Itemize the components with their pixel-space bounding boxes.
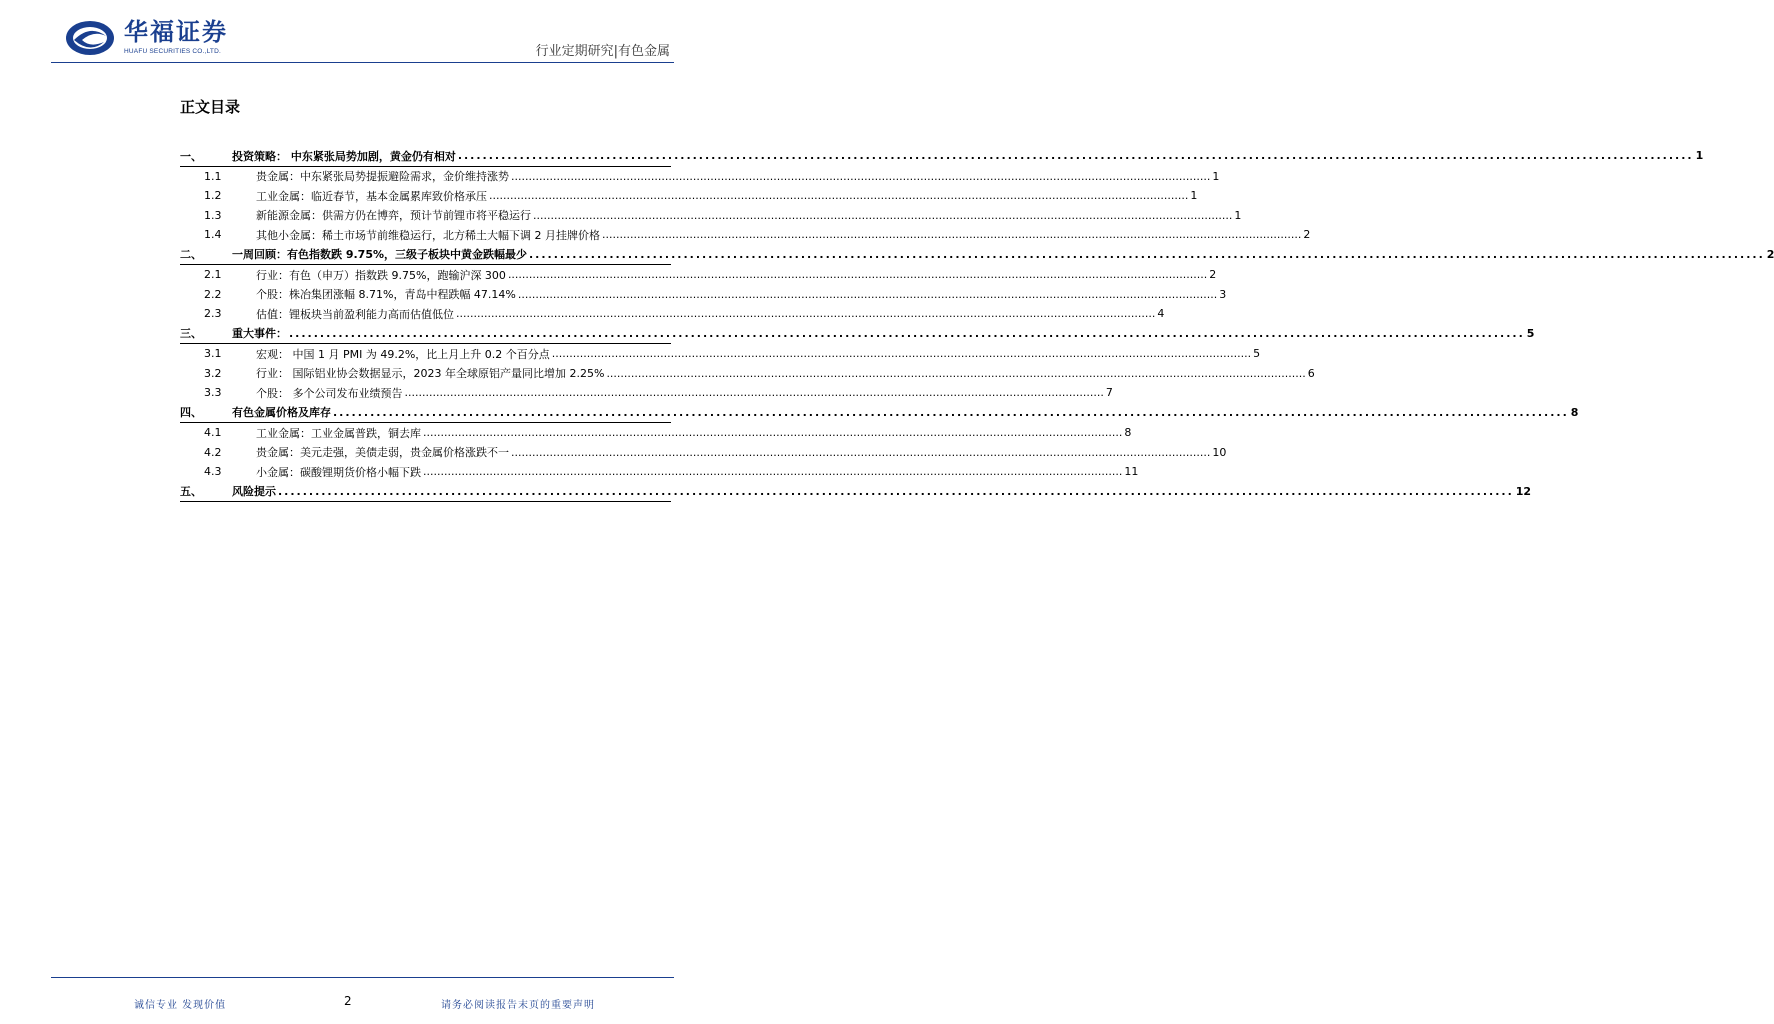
logo-english-name: HUAFU SECURITIES CO.,LTD. [124,48,221,55]
toc-entry-text: 个股： 多个公司发布业绩预告 [256,386,403,400]
toc-entry-text: 贵金属：美元走强，美债走弱，贵金属价格涨跌不一 [256,446,509,460]
toc-entry-number: 4.3 [204,465,222,479]
toc-entry-text: 投资策略： 中东紧张局势加剧，黄金仍有相对 [232,149,456,163]
toc-entry-number: 2.2 [204,287,222,301]
toc-leader-dots: ........................................................................................................................................................................................................ [333,405,1569,419]
toc-leader-dots: ........................................................................................................................................................................................................ [606,366,1306,380]
toc-entry-text: 重大事件： [232,327,287,341]
toc-entry-number: 3.3 [204,386,222,400]
toc-entry-number: 二、 [180,248,202,262]
toc-entry-number: 1.1 [204,169,222,183]
toc-entry-number: 2.3 [204,307,222,321]
toc-leader-dots: ........................................................................................................................................................................................................ [457,149,1694,163]
footer-disclaimer: 请务必阅读报告末页的重要声明 [441,1000,595,1011]
toc-subsection-entry[interactable] [180,265,1217,285]
toc-section-entry[interactable] [180,324,1535,345]
toc-leader-dots: ........................................................................................................................................................................................................ [423,426,1123,440]
logo-chinese-name: 华福证券 [124,18,228,46]
toc-leader-dots: ........................................................................................................................................................................................................ [511,169,1211,183]
toc-subsection-entry[interactable] [180,167,1220,187]
toc-entry-text: 新能源金属：供需方仍在博弈，预计节前锂市将平稳运行 [256,209,531,223]
toc-entry-number: 1.4 [204,228,222,242]
toc-entry-number: 4.2 [204,445,222,459]
footer-slogan: 诚信专业 发现价值 [134,1000,227,1011]
toc-entry-text: 行业： 国际铝业协会数据显示，2023 年全球原铝产量同比增加 2.25% [256,367,605,381]
toc-leader-dots: ........................................................................................................................................................................................................ [551,347,1252,361]
toc-entry-number: 一、 [180,149,202,163]
toc-entry-number: 1.3 [204,208,222,222]
huafu-logo [64,18,248,58]
toc-leader-dots: ........................................................................................................................................................................................................ [517,287,1218,301]
toc-entry-number: 三、 [180,327,202,341]
page-header [0,0,724,62]
toc-entry-text: 行业：有色（申万）指数跌 9.75%，跑输沪深 300 [256,268,506,282]
toc-subsection-entry[interactable] [180,304,1165,324]
toc-leader-dots: ........................................................................................................................................................................................................ [533,208,1233,222]
toc-entry-text: 个股：株冶集团涨幅 8.71%，青岛中程跌幅 47.14% [256,288,516,302]
toc-entry-text: 估值：锂板块当前盈利能力高而估值低位 [256,307,454,321]
toc-entry-number: 3.1 [204,347,222,361]
toc-entry-page: 5 [1526,326,1535,340]
toc-section-entry[interactable] [180,245,1774,266]
toc-entry-text: 工业金属：临近春节，基本金属累库致价格承压 [256,189,487,203]
toc-entry-page: 1 [1695,149,1704,163]
toc-leader-dots: ........................................................................................................................................................................................................ [456,307,1156,321]
toc-entry-text: 贵金属：中东紧张局势提振避险需求，金价维持涨势 [256,170,509,184]
toc-entry-text: 有色金属价格及库存 [232,406,331,420]
page-number: 2 [344,994,352,1008]
huafu-logo-icon [64,18,116,58]
toc-subsection-entry[interactable] [180,383,1113,403]
toc-entry-text: 其他小金属：稀土市场节前维稳运行，北方稀土大幅下调 2 月挂牌价格 [256,228,600,242]
toc-entry-number: 2.1 [204,268,222,282]
toc-leader-dots: ........................................................................................................................................................................................................ [423,465,1123,479]
toc-entry-text: 一周回顾：有色指数跌 9.75%，三级子板块中黄金跌幅最少 [232,248,527,262]
toc-subsection-entry[interactable] [180,344,1261,364]
toc-entry-page: 6 [1307,366,1315,380]
toc-title: 正文目录 [180,98,241,116]
toc-entry-page: 12 [1515,484,1532,498]
toc-entry-page: 11 [1124,465,1139,479]
toc-entry-number: 四、 [180,406,202,420]
toc-entry-page: 8 [1124,426,1132,440]
toc-entry-page: 2 [1766,247,1774,261]
toc-entry-page: 1 [1190,189,1198,203]
toc-entry-page: 3 [1219,287,1227,301]
toc-leader-dots: ........................................................................................................................................................................................................ [278,484,1514,498]
toc-entry-page: 2 [1303,228,1311,242]
toc-entry-page: 1 [1212,169,1220,183]
toc-leader-dots: ........................................................................................................................................................................................................ [507,268,1208,282]
toc-leader-dots: ........................................................................................................................................................................................................ [289,326,1525,340]
toc-subsection-entry[interactable] [180,443,1227,463]
toc-entry-page: 7 [1105,386,1113,400]
toc-entry-page: 5 [1253,347,1261,361]
toc-entry-text: 工业金属：工业金属普跌，铜去库 [256,426,421,440]
toc-subsection-entry[interactable] [180,462,1139,482]
toc-entry-text: 小金属：碳酸锂期货价格小幅下跌 [256,465,421,479]
toc-subsection-entry[interactable] [180,186,1198,206]
toc-entry-number: 五、 [180,485,202,499]
toc-section-entry[interactable] [180,482,1532,503]
toc-entry-number: 3.2 [204,366,222,380]
toc-entry-page: 1 [1234,208,1242,222]
toc-leader-dots: ........................................................................................................................................................................................................ [489,189,1189,203]
toc-subsection-entry[interactable] [180,225,1311,245]
report-category: 行业定期研究|有色金属 [535,44,670,59]
toc-leader-dots: ........................................................................................................................................................................................................ [511,445,1211,459]
footer-divider [51,977,674,978]
toc-entry-text: 宏观： 中国 1 月 PMI 为 49.2%，比上月上升 0.2 个百分点 [256,347,550,361]
toc-section-entry[interactable] [180,146,1704,167]
toc-subsection-entry[interactable] [180,364,1315,384]
toc-entry-page: 8 [1570,405,1579,419]
header-divider [51,62,674,63]
toc-entry-page: 2 [1209,268,1217,282]
table-of-contents [180,146,1774,502]
toc-entry-number: 4.1 [204,426,222,440]
toc-subsection-entry[interactable] [180,206,1242,226]
toc-entry-page: 4 [1157,307,1165,321]
toc-section-entry[interactable] [180,403,1579,424]
toc-entry-number: 1.2 [204,189,222,203]
toc-leader-dots: ........................................................................................................................................................................................................ [529,247,1765,261]
toc-entry-page: 10 [1212,445,1227,459]
toc-subsection-entry[interactable] [180,423,1132,443]
toc-leader-dots: ........................................................................................................................................................................................................ [602,228,1302,242]
toc-entry-text: 风险提示 [232,485,276,499]
toc-subsection-entry[interactable] [180,285,1227,305]
toc-leader-dots: ........................................................................................................................................................................................................ [404,386,1104,400]
